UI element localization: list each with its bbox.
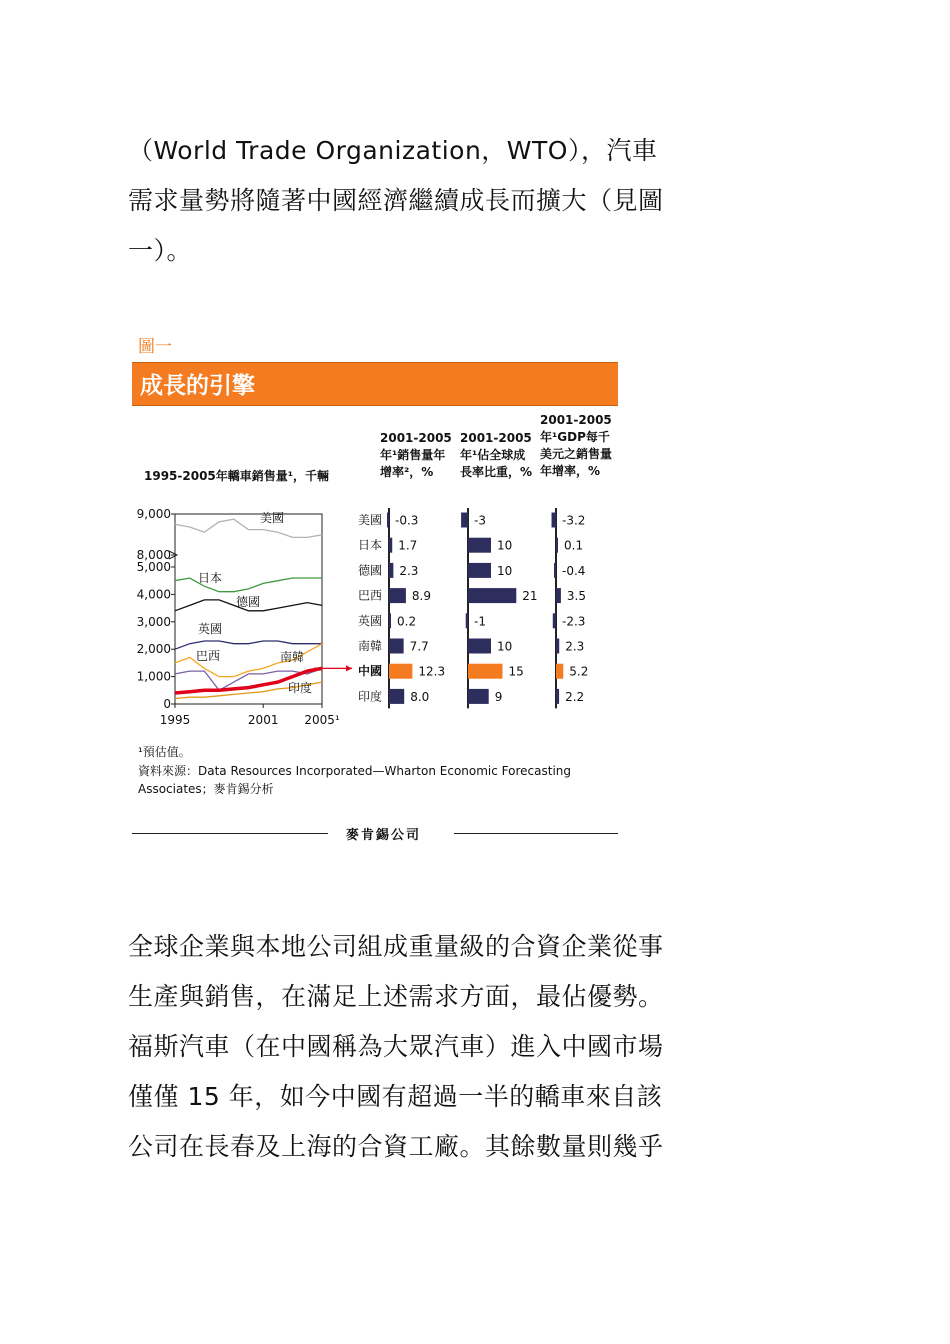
- bar-value-label: 10: [497, 563, 513, 578]
- bar: [468, 538, 491, 553]
- bar: [552, 513, 556, 528]
- bar-value-label: 15: [508, 664, 524, 679]
- bar-chart-2-title: 2001-2005年¹佔全球成長率比重，%: [460, 431, 533, 479]
- bar-value-label: 7.7: [409, 639, 429, 654]
- bar: [389, 538, 392, 553]
- bar-value-label: 21: [522, 589, 538, 604]
- bar-value-label: 10: [497, 639, 513, 654]
- bar: [468, 588, 516, 603]
- bar-value-label: 8.0: [410, 689, 430, 704]
- y-tick-label: 0: [163, 697, 171, 711]
- category-label: 德國: [357, 563, 382, 578]
- bar-value-label: 2.2: [565, 689, 585, 704]
- bar-value-label: -2.3: [562, 614, 586, 629]
- series-label: 日本: [198, 571, 223, 585]
- series-label: 巴西: [196, 649, 221, 663]
- category-label: 中國: [357, 664, 382, 679]
- bar: [553, 613, 556, 628]
- y-tick-label: 4,000: [136, 587, 171, 602]
- bar: [556, 639, 559, 654]
- y-tick-label: 1,000: [136, 669, 171, 684]
- category-label: 美國: [357, 513, 382, 527]
- bar-value-label: 1.7: [398, 538, 418, 553]
- bar: [461, 513, 468, 528]
- text-line: 一）。: [128, 236, 193, 265]
- source-line-2: Associates；麥肯錫分析: [138, 782, 274, 796]
- y-tick-label: 9,000: [136, 507, 171, 521]
- figure-1: [130, 330, 622, 850]
- bar: [468, 639, 491, 654]
- category-label: 巴西: [357, 588, 382, 603]
- bar: [389, 689, 404, 704]
- y-tick-label: 8,000: [136, 548, 171, 562]
- bar: [468, 664, 503, 679]
- brand-mark: 麥肯錫公司: [346, 828, 422, 843]
- x-tick-label: 2001: [247, 713, 279, 727]
- bar: [468, 563, 491, 578]
- x-tick-label: 2005¹: [304, 713, 340, 727]
- x-tick-label: 1995: [159, 713, 191, 727]
- category-label: 英國: [357, 613, 382, 628]
- divider-left: [132, 833, 328, 834]
- bar-value-label: 3.5: [566, 589, 586, 604]
- bar: [389, 563, 393, 578]
- bar-value-label: -1: [474, 614, 486, 629]
- bar-value-label: 9: [494, 689, 503, 704]
- text-line: 公司在長春及上海的合資工廠。其餘數量則幾乎: [128, 1132, 664, 1161]
- figure-title-banner: [132, 362, 618, 406]
- text-line: （World Trade Organization，WTO），汽車: [128, 136, 658, 165]
- bar-chart-1-title: 2001-2005年¹銷售量年增率²，%: [380, 431, 452, 479]
- bar-value-label: -3: [474, 513, 486, 528]
- bar: [389, 613, 391, 628]
- figure-title: 成長的引擎: [140, 373, 255, 399]
- bar: [389, 639, 404, 654]
- series-label: 印度: [288, 681, 313, 695]
- divider-right: [454, 833, 618, 834]
- bar-value-label: 2.3: [399, 563, 419, 578]
- text-line: 福斯汽車（在中國稱為大眾汽車）進入中國市場: [128, 1032, 664, 1061]
- series-label: 南韓: [280, 650, 305, 664]
- bar-value-label: -0.4: [562, 563, 586, 578]
- bar-value-label: 12.3: [418, 664, 446, 679]
- line-chart-title: 1995-2005年轎車銷售量¹，千輛: [144, 469, 330, 483]
- bar-value-label: 8.9: [411, 589, 432, 604]
- bar-value-label: 5.2: [569, 664, 589, 679]
- bar-value-label: 10: [497, 538, 513, 553]
- series-label: 德國: [236, 595, 261, 609]
- category-label: 日本: [357, 538, 382, 553]
- chart-area: [130, 500, 622, 727]
- bar: [389, 588, 406, 603]
- series-line: [175, 641, 322, 649]
- bar: [556, 538, 558, 553]
- category-label: 印度: [357, 689, 382, 704]
- bar: [556, 689, 559, 704]
- footnote: ¹預估值。: [138, 745, 191, 759]
- category-label: 南韓: [357, 639, 382, 653]
- highlight-arrowhead: [346, 665, 352, 671]
- text-line: 生產與銷售，在滿足上述需求方面，最佔優勢。: [128, 982, 664, 1011]
- series-label: 美國: [260, 511, 285, 525]
- paragraph-bottom: [128, 922, 688, 1172]
- bar-value-label: 2.3: [565, 639, 585, 654]
- bar-value-label: -3.2: [562, 513, 586, 528]
- bar-chart-3-title: 2001-2005年¹GDP每千美元之銷售量年增率，%: [540, 413, 613, 478]
- y-tick-label: 2,000: [136, 642, 171, 657]
- y-tick-label: 5,000: [136, 560, 171, 574]
- text-line: 僅僅 15 年，如今中國有超過一半的轎車來自該: [128, 1082, 663, 1111]
- bar: [389, 664, 412, 679]
- bar: [468, 689, 489, 704]
- series-label: 英國: [198, 622, 223, 636]
- y-tick-label: 3,000: [136, 614, 171, 629]
- paragraph-top: [128, 126, 688, 276]
- bar: [554, 563, 556, 578]
- bar-value-label: -0.3: [395, 513, 419, 528]
- text-line: 需求量勢將隨著中國經濟繼續成長而擴大（見圖: [128, 186, 664, 215]
- figure-label: 圖一: [138, 337, 172, 357]
- bar: [466, 613, 468, 628]
- series-line: [175, 519, 322, 537]
- source-line-1: 資料來源：Data Resources Incorporated—Wharton Economic Forecasting: [138, 764, 571, 778]
- bar: [387, 513, 389, 528]
- bar-value-label: 0.2: [397, 614, 417, 629]
- text-line: 全球企業與本地公司組成重量級的合資企業從事: [128, 932, 664, 961]
- bar: [556, 588, 561, 603]
- bar-value-label: 0.1: [564, 538, 584, 553]
- bar: [556, 664, 563, 679]
